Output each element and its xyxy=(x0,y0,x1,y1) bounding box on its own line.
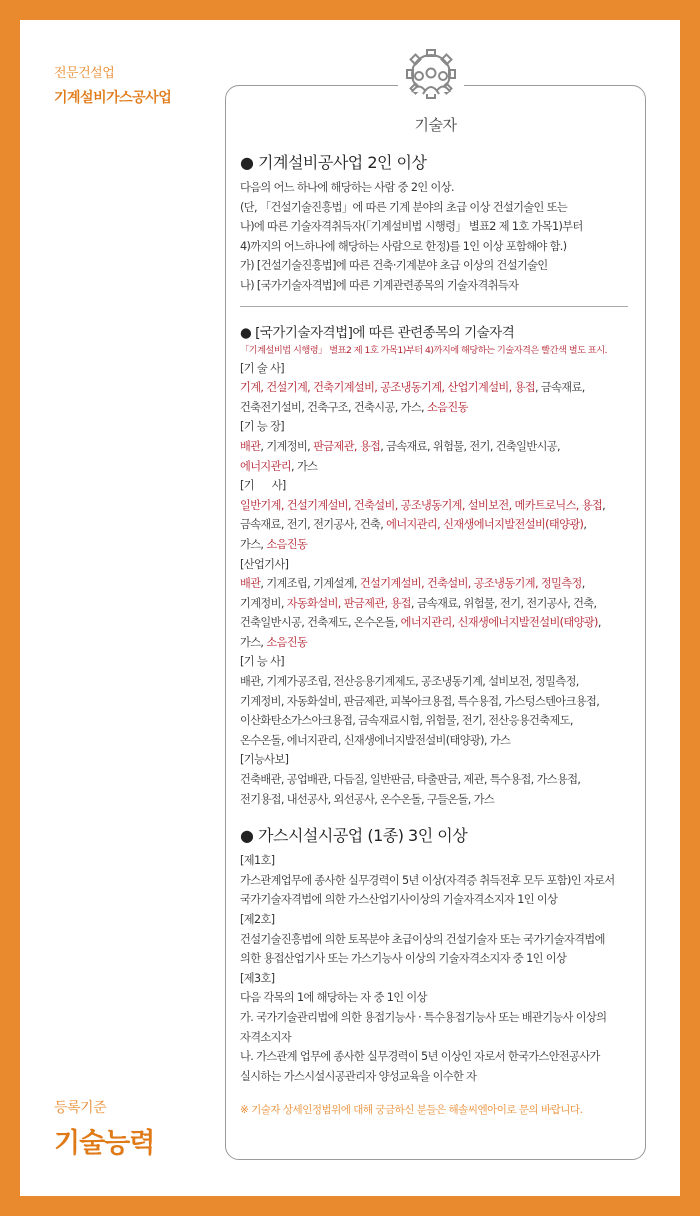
text-line xyxy=(240,437,640,457)
text-line xyxy=(240,457,640,477)
engineer-gear-icon xyxy=(398,46,464,112)
text: , xyxy=(583,518,587,532)
text: , 금속재료, xyxy=(534,381,585,395)
standard-block xyxy=(54,1097,154,1160)
red-text: 배관 xyxy=(240,577,261,591)
text-line xyxy=(240,398,640,418)
text-line: 다음의 어느 하나에 해당하는 사람 중 2인 이상. xyxy=(240,181,454,194)
text-line: 다음 각목의 1에 해당하는 자 중 1인 이상 xyxy=(240,991,427,1005)
red-text: 건설기계설비, 건축설비, 공조냉동기계, 정밀측정 xyxy=(359,577,582,591)
card-content xyxy=(240,150,640,1117)
text-line: 이산화탄소가스아크용접, 금속재료시험, 위험물, 전기, 전산응용건축제도, xyxy=(240,714,573,728)
group-label: [기 술 사] xyxy=(240,361,285,375)
text: , 가스 xyxy=(291,459,318,473)
text-line xyxy=(240,496,640,516)
text-line: 기계정비, 자동화설비, 판금제관, 피복아크용접, 특수용접, 가스텅스텐아크용접, xyxy=(240,694,600,708)
text-line: 가) [건설기술진흥법]에 따른 건축·기계분야 초급 이상의 건설기술인 xyxy=(240,259,548,273)
group-label: [산업기사] xyxy=(240,557,289,571)
category-title: 기계설비가스공사업 xyxy=(54,90,172,106)
red-text: 판금제관, 용접 xyxy=(313,439,381,453)
red-text: 자동화설비, 판금제관, 용접 xyxy=(286,596,411,610)
text-line: 가스관계업무에 종사한 실무경력이 5년 이상(자격증 취득전후 모두 포함)인 자로서 xyxy=(240,873,615,887)
text-line: 나) [국가기술자격법]에 따른 기계관련종목의 기술자격취득자 xyxy=(240,278,519,292)
text-line: [제2호] xyxy=(240,913,275,926)
text-line: 실시하는 가스시설시공관리자 양성교육을 이수한 자 xyxy=(240,1069,477,1083)
text-line: 자격소지자 xyxy=(240,1030,292,1044)
text: , 기계조립, 기계설계, xyxy=(260,577,360,591)
text: , xyxy=(602,498,606,512)
text-line: [제3호] xyxy=(240,971,275,985)
group-label: [기능사보] xyxy=(240,753,289,767)
group-label: [기 능 장] xyxy=(240,420,285,434)
text: 건축전기설비, 건축구조, 건축시공, 가스, xyxy=(240,400,427,414)
red-text: 소음진동 xyxy=(426,400,468,414)
red-text: 소음진동 xyxy=(266,635,308,649)
footnote: ※ 기술자 상세인정범위에 대해 궁금하신 분들은 해솔씨엔아이로 문의 바랍니다. xyxy=(240,1104,583,1117)
text: 가스, xyxy=(240,537,267,551)
red-text: 소음진동 xyxy=(266,537,308,551)
text-line xyxy=(240,378,640,398)
group-label: [기 능 사] xyxy=(240,655,285,669)
red-text: 에너지관리, 신재생에너지발전설비(태양광) xyxy=(386,518,584,532)
text: 금속재료, 전기, 전기공사, 건축, xyxy=(240,518,387,532)
text: , 기계정비, xyxy=(260,439,314,453)
text-line: 건설기술진흥법에 의한 토목분야 초급이상의 건설기술자 또는 국가기술자격법에 xyxy=(240,932,605,946)
section-heading: ● [국가기술자격법]에 따른 관련종목의 기술자격 xyxy=(240,324,515,341)
text: , 금속재료, 위험물, 전기, 전기공사, 건축, xyxy=(410,596,597,610)
red-note: 「기계설비법 시행령」 별표2 제 1호 가목1)부터 4)까지에 해당하는 기술자격은 빨간색 별도 표시. xyxy=(240,344,608,356)
text-line: 전기용접, 내선공사, 외선공사, 온수온돌, 구들온돌, 가스 xyxy=(240,792,495,806)
text-line: 가. 국가기술관리법에 의한 용접기능사 · 특수용접기능사 또는 배관기능사 이상의 xyxy=(240,1010,607,1024)
text-line xyxy=(240,535,640,555)
category-block xyxy=(54,62,171,107)
red-text: 배관 xyxy=(240,439,261,453)
red-text: 기계, 건설기계, 건축기계설비, 공조냉동기계, 산업기계설비, 용접 xyxy=(240,381,535,395)
text-line xyxy=(240,515,640,535)
text-line: 나. 가스관계 업무에 종사한 실무경력이 5년 이상인 자로서 한국가스안전공사가 xyxy=(240,1050,600,1064)
text: , 금속재료, 위험물, 전기, 건축일반시공, xyxy=(380,439,560,453)
text: 기계정비, xyxy=(240,596,287,610)
text-line: 의한 용접산업기사 또는 가스기능사 이상의 기술자격소지자 중 1인 이상 xyxy=(240,952,567,966)
text-line: 건축배관, 공업배관, 다듬질, 일반판금, 타출판금, 제관, 특수용접, 가스용접, xyxy=(240,773,581,787)
text: 건축일반시공, 건축제도, 온수온돌, xyxy=(240,616,401,630)
card-title: 기술자 xyxy=(414,116,457,134)
text-line: 배관, 기계가공조립, 전산응용기계제도, 공조냉동기계, 설비보전, 정밀측정, xyxy=(240,675,579,689)
text: , xyxy=(597,616,601,630)
text-line xyxy=(240,613,640,633)
red-text: 에너지관리, 신재생에너지발전설비(태양광) xyxy=(400,616,598,630)
text-line: 국가기술자격법에 의한 가스산업기사이상의 기술자격소지자 1인 이상 xyxy=(240,893,558,907)
section-heading: ● 기계설비공사업 2인 이상 xyxy=(240,153,427,172)
text-line xyxy=(240,633,640,653)
standard-title: 기술능력 xyxy=(54,1128,155,1159)
text: , xyxy=(581,577,585,591)
text-line xyxy=(240,594,640,614)
category-label: 전문건설업 xyxy=(54,66,115,81)
section-heading: ● 가스시설시공업 (1종) 3인 이상 xyxy=(240,826,468,846)
text-line xyxy=(240,574,640,594)
text-line: 온수온돌, 에너지관리, 신재생에너지발전설비(태양광), 가스 xyxy=(240,733,511,747)
text: 가스, xyxy=(240,635,267,649)
standard-label: 등록기준 xyxy=(54,1100,107,1116)
text-line: 나)에 따른 기술자격취득자(「기계설비법 시행령」 별표2 제 1호 가목1)부터 xyxy=(240,220,583,234)
text-line: [제1호] xyxy=(240,854,275,868)
divider xyxy=(240,306,628,307)
red-text: 에너지관리 xyxy=(240,459,292,473)
red-text: 일반기계, 건설기계설비, 건축설비, 공조냉동기계, 설비보전, 메카트로닉스, 용접 xyxy=(240,498,603,512)
group-label: [기 사] xyxy=(240,479,286,493)
text-line: 4)까지의 어느하나에 해당하는 사람으로 한정)를 1인 이상 포함해야 함.) xyxy=(240,239,567,253)
text-line: (단, 「건설기술진흥법」에 따른 기계 분야의 초급 이상 건설기술인 또는 xyxy=(240,200,568,214)
